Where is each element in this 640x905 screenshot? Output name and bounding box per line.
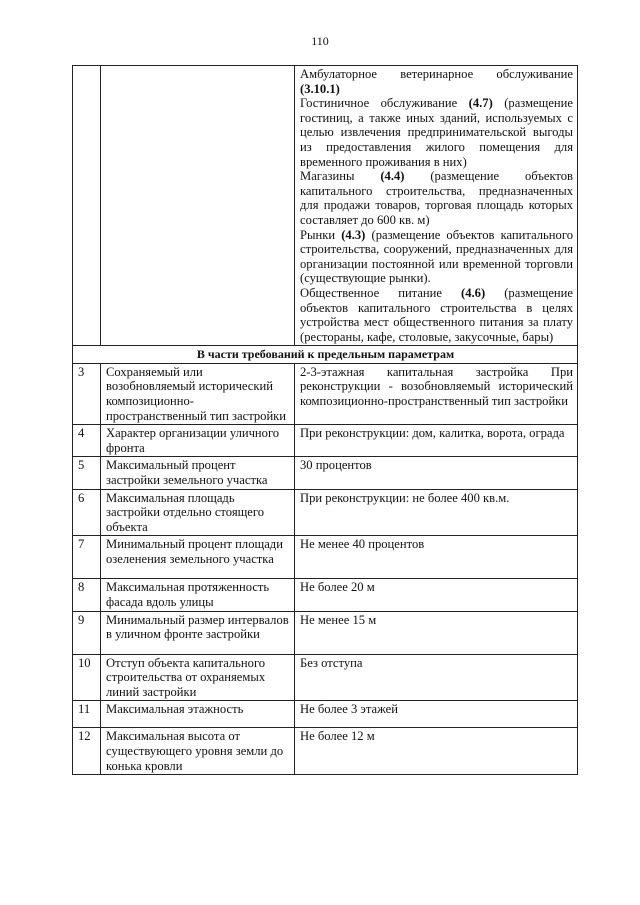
row-value: При реконструкции: не более 400 кв.м. [295,489,578,536]
section-title: В части требований к предельным параметрам [73,346,578,364]
row-number: 9 [73,611,101,654]
use-desc: (размещение гостиниц, а также иных зданий, используемых с целью извлечения предпринимательской выгоды из предоставления жилого помещения для временного проживания в них) [300,96,573,169]
row-parameter: Максимальная этажность [101,701,295,728]
table-row [73,701,578,728]
use-code: (4.3) [341,227,366,242]
row-value: Не менее 40 процентов [295,536,578,579]
row-parameter: Максимальная площадь застройки отдельно стоящего объекта [101,489,295,536]
use-desc: (размещение объектов капитального строительства, предназначенных для продажи товаров, торговая площадь которых составляет до 600 кв. м) [300,169,573,227]
row-value: При реконструкции: дом, калитка, ворота, ограда [295,425,578,457]
table-row [73,728,578,775]
row-value: Не более 20 м [295,579,578,611]
use-name: Гостиничное обслуживание [300,96,458,111]
use-item [300,169,573,227]
page-number: 110 [311,34,329,48]
permitted-uses-cell [295,66,578,346]
row-value: Не более 3 этажей [295,701,578,728]
row-parameter: Минимальный процент площади озеленения земельного участка [101,536,295,579]
row-value: Не менее 15 м [295,611,578,654]
row-number: 11 [73,701,101,728]
table-row [73,579,578,611]
row-value: 2-3-этажная капитальная застройка При реконструкции - возобновляемый исторический композиционно-пространственный тип застройки [295,363,578,424]
table-row [73,489,578,536]
cell-name [101,66,295,346]
use-code: (4.7) [468,96,493,111]
use-code: (4.6) [461,285,486,300]
table-row [73,536,578,579]
row-parameter: Отступ объекта капитального строительства от охраняемых линий застройки [101,654,295,701]
row-parameter: Максимальная высота от существующего уровня земли до конька кровли [101,728,295,775]
table-row [73,363,578,424]
row-parameter: Максимальная протяженность фасада вдоль улицы [101,579,295,611]
row-value: Не более 12 м [295,728,578,775]
table-row-permitted-uses [73,66,578,346]
row-number: 8 [73,579,101,611]
use-item [300,96,573,169]
row-number: 3 [73,363,101,424]
row-number: 7 [73,536,101,579]
row-parameter: Сохраняемый или возобновляемый исторический композиционно-пространственный тип застройки [101,363,295,424]
table-row [73,654,578,701]
use-desc: (размещение объектов капитального строительства в целях устройства мест общественного питания за плату (рестораны, кафе, столовые, закусочные, бары) [300,285,573,344]
row-parameter: Минимальный размер интервалов в уличном фронте застройки [101,611,295,654]
table-row [73,611,578,654]
use-item [300,228,573,286]
use-name: Магазины [300,169,355,184]
use-name: Амбулаторное ветеринарное обслуживание [300,67,573,81]
use-name: Рынки [300,227,336,242]
row-number: 10 [73,654,101,701]
use-item [300,67,573,96]
row-parameter: Максимальный процент застройки земельного участка [101,457,295,489]
use-name: Общественное питание [300,285,442,300]
section-header-row [73,346,578,364]
row-value: 30 процентов [295,457,578,489]
table-row [73,425,578,457]
use-item [300,286,573,344]
table-row [73,457,578,489]
row-number: 5 [73,457,101,489]
row-value: Без отступа [295,654,578,701]
regulations-table [72,65,578,775]
row-parameter: Характер организации уличного фронта [101,425,295,457]
row-number: 6 [73,489,101,536]
use-desc: (размещение объектов капитального строительства, сооружений, предназначенных для организации постоянной или временной торговли (существующие рынки). [300,227,573,286]
row-number: 4 [73,425,101,457]
use-code: (3.10.1) [300,81,340,96]
cell-num [73,66,101,346]
row-number: 12 [73,728,101,775]
use-code: (4.4) [380,169,405,184]
